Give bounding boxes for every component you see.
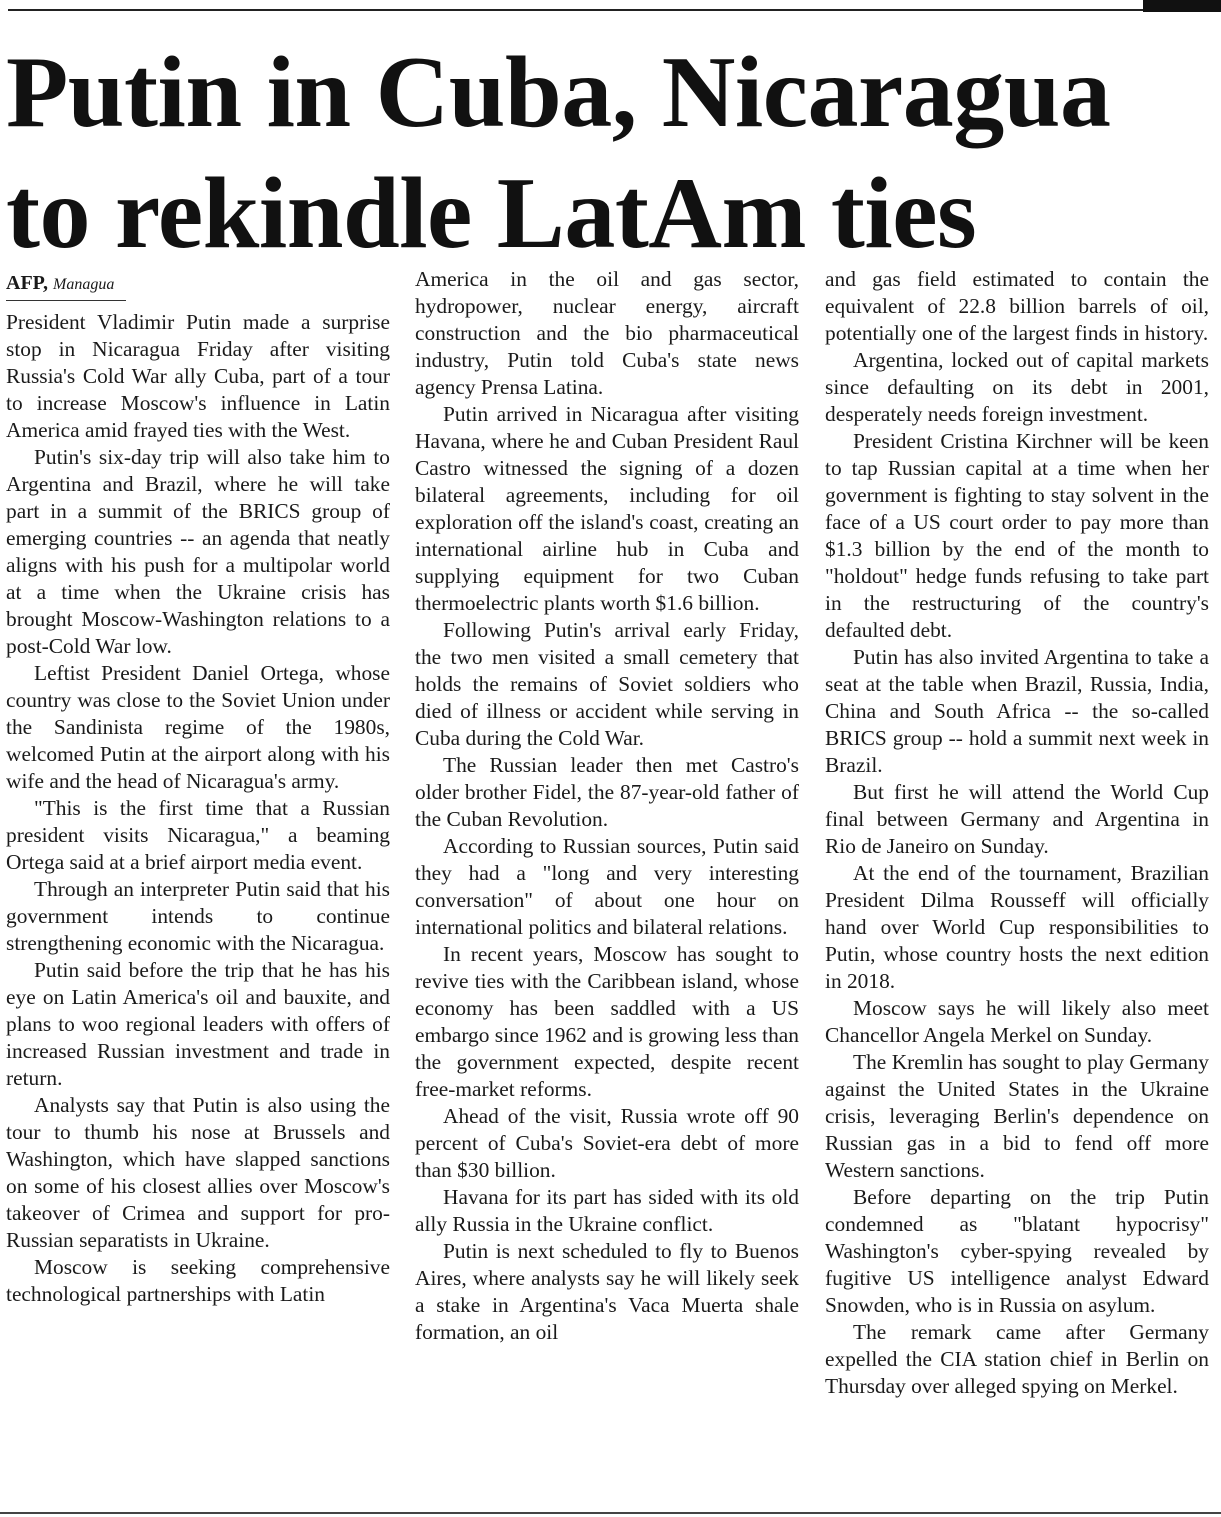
paragraph: Moscow says he will likely also meet Chancellor Angela Merkel on Sunday.: [825, 996, 1209, 1047]
paragraph: The Kremlin has sought to play Germany against the United States in the Ukraine crisis, leveraging Berlin's dependence on Russian gas in a bid to fend off more Western sanctions.: [825, 1050, 1209, 1182]
paragraph: Putin is next scheduled to fly to Buenos Aires, where analysts say he will likely seek a stake in Argentina's Vaca Muerta shale formation, an oil: [415, 1239, 799, 1344]
paragraph: Analysts say that Putin is also using the tour to thumb his nose at Brussels and Washington, which have slapped sanctions on some of his closest allies over Moscow's takeover of Crimea and support for pro-Russian separatists in Ukraine.: [6, 1093, 390, 1252]
paragraph: Ahead of the visit, Russia wrote off 90 percent of Cuba's Soviet-era debt of more than $30 billion.: [415, 1104, 799, 1182]
paragraph: Following Putin's arrival early Friday, the two men visited a small cemetery that holds the remains of Soviet soldiers who died of illness or accident while serving in Cuba during the Cold War.: [415, 618, 799, 750]
paragraph: Putin's six-day trip will also take him to Argentina and Brazil, where he will take part in a summit of the BRICS group of emerging countries -- an agenda that neatly aligns with his push for a multipolar world at a time when the Ukraine crisis has brought Moscow-Washington relations to a post-Cold War low.: [6, 445, 390, 658]
paragraph: Putin has also invited Argentina to take a seat at the table when Brazil, Russia, India, China and South Africa -- the so-called BRICS group -- hold a summit next week in Brazil.: [825, 645, 1209, 777]
article-column-2: [415, 266, 799, 1346]
paragraph: At the end of the tournament, Brazilian President Dilma Rousseff will officially hand over World Cup responsibilities to Putin, whose country hosts the next edition in 2018.: [825, 861, 1209, 993]
paragraph: Havana for its part has sided with its old ally Russia in the Ukraine conflict.: [415, 1185, 799, 1236]
paragraph: Before departing on the trip Putin condemned as "blatant hypocrisy" Washington's cyber-spying revealed by fugitive US intelligence analyst Edward Snowden, who is in Russia on asylum.: [825, 1185, 1209, 1317]
article-column-3: [825, 266, 1209, 1400]
paragraph: President Cristina Kirchner will be keen to tap Russian capital at a time when her government is fighting to stay solvent in the face of a US court order to pay more than $1.3 billion by the end of the month to "holdout" hedge funds refusing to take part in the restructuring of the country's defaulted debt.: [825, 429, 1209, 642]
paragraph: "This is the first time that a Russian president visits Nicaragua," a beaming Ortega said at a brief airport media event.: [6, 796, 390, 874]
paragraph: But first he will attend the World Cup final between Germany and Argentina in Rio de Janeiro on Sunday.: [825, 780, 1209, 858]
byline-agency: AFP,: [6, 272, 49, 294]
byline-location: Managua: [53, 276, 115, 293]
paragraph: President Vladimir Putin made a surprise stop in Nicaragua Friday after visiting Russia's Cold War ally Cuba, part of a tour to increase Moscow's influence in Latin America amid frayed ties with the West.: [6, 310, 390, 442]
top-rule: [8, 9, 1143, 11]
bottom-rule: [0, 1512, 1221, 1514]
paragraph: The remark came after Germany expelled the CIA station chief in Berlin on Thursday over alleged spying on Merkel.: [825, 1320, 1209, 1398]
paragraph: Through an interpreter Putin said that his government intends to continue strengthening economic with the Nicaragua.: [6, 877, 390, 955]
paragraph: The Russian leader then met Castro's older brother Fidel, the 87-year-old father of the Cuban Revolution.: [415, 753, 799, 831]
paragraph: According to Russian sources, Putin said they had a "long and very interesting conversation" of about one hour on international politics and bilateral relations.: [415, 834, 799, 939]
paragraph: Argentina, locked out of capital markets since defaulting on its debt in 2001, desperately needs foreign investment.: [825, 348, 1209, 426]
paragraph: America in the oil and gas sector, hydropower, nuclear energy, aircraft construction and the bio pharmaceutical industry, Putin told Cuba's state news agency Prensa Latina.: [415, 267, 799, 399]
byline: [6, 266, 126, 301]
page-corner-mark: [1143, 0, 1221, 12]
paragraph: Putin said before the trip that he has his eye on Latin America's oil and bauxite, and plans to woo regional leaders with offers of increased Russian investment and trade in return.: [6, 958, 390, 1090]
paragraph: In recent years, Moscow has sought to revive ties with the Caribbean island, whose economy has been saddled with a US embargo since 1962 and is growing less than the government expected, despite recent free-market reforms.: [415, 942, 799, 1101]
article-column-1: [6, 266, 390, 1308]
paragraph: and gas field estimated to contain the equivalent of 22.8 billion barrels of oil, potentially one of the largest finds in history.: [825, 267, 1209, 345]
paragraph: Moscow is seeking comprehensive technological partnerships with Latin: [6, 1255, 390, 1306]
paragraph: Leftist President Daniel Ortega, whose country was close to the Soviet Union under the Sandinista regime of the 1980s, welcomed Putin at the airport along with his wife and the head of Nicaragua's army.: [6, 661, 390, 793]
paragraph: Putin arrived in Nicaragua after visiting Havana, where he and Cuban President Raul Castro witnessed the signing of a dozen bilateral agreements, including for oil exploration off the island's coast, creating an international airline hub in Cuba and supplying equipment for two Cuban thermoelectric plants worth $1.6 billion.: [415, 402, 799, 615]
headline: Putin in Cuba, Nicaragua to rekindle LatAm ties: [6, 36, 1111, 270]
